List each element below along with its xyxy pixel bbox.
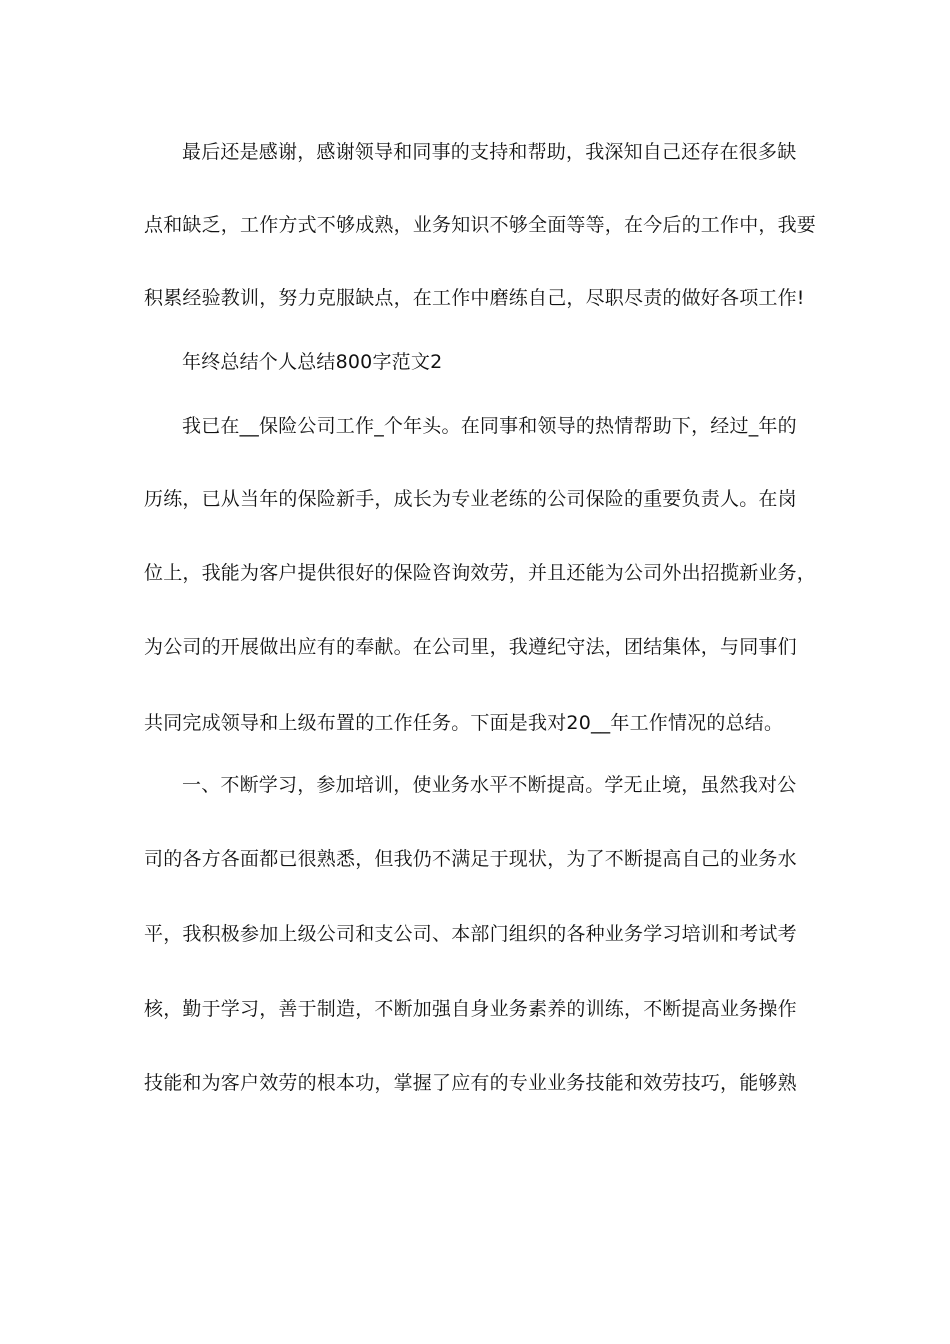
paragraph-line-3: 积累经验教训，努力克服缺点，在工作中磨练自己，尽职尽责的做好各项工作! bbox=[144, 287, 805, 309]
paragraph-line-9: 共同完成领导和上级布置的工作任务。下面是我对20__年工作情况的总结。 bbox=[144, 712, 784, 734]
paragraph-line-2: 点和缺乏，工作方式不够成熟，业务知识不够全面等等，在今后的工作中，我要 bbox=[144, 214, 817, 236]
paragraph-line-5: 我已在__保险公司工作_个年头。在同事和领导的热情帮助下，经过_年的 bbox=[182, 415, 797, 437]
paragraph-line-1: 最后还是感谢，感谢领导和同事的支持和帮助，我深知自己还存在很多缺 bbox=[182, 141, 797, 163]
paragraph-line-6: 历练，已从当年的保险新手，成长为专业老练的公司保险的重要负责人。在岗 bbox=[144, 488, 797, 510]
paragraph-line-14: 技能和为客户效劳的根本功，掌握了应有的专业业务技能和效劳技巧，能够熟 bbox=[144, 1072, 797, 1094]
paragraph-line-7: 位上，我能为客户提供很好的保险咨询效劳，并且还能为公司外出招揽新业务， bbox=[144, 562, 817, 584]
paragraph-line-11: 司的各方各面都已很熟悉，但我仍不满足于现状，为了不断提高自己的业务水 bbox=[144, 848, 797, 870]
paragraph-line-8: 为公司的开展做出应有的奉献。在公司里，我遵纪守法，团结集体，与同事们 bbox=[144, 636, 797, 658]
paragraph-line-10: 一、不断学习，参加培训，使业务水平不断提高。学无止境，虽然我对公 bbox=[182, 774, 797, 796]
paragraph-line-13: 核，勤于学习，善于制造，不断加强自身业务素养的训练，不断提高业务操作 bbox=[144, 998, 797, 1020]
paragraph-line-12: 平，我积极参加上级公司和支公司、本部门组织的各种业务学习培训和考试考 bbox=[144, 923, 797, 945]
section-heading: 年终总结个人总结800字范文2 bbox=[182, 351, 443, 373]
